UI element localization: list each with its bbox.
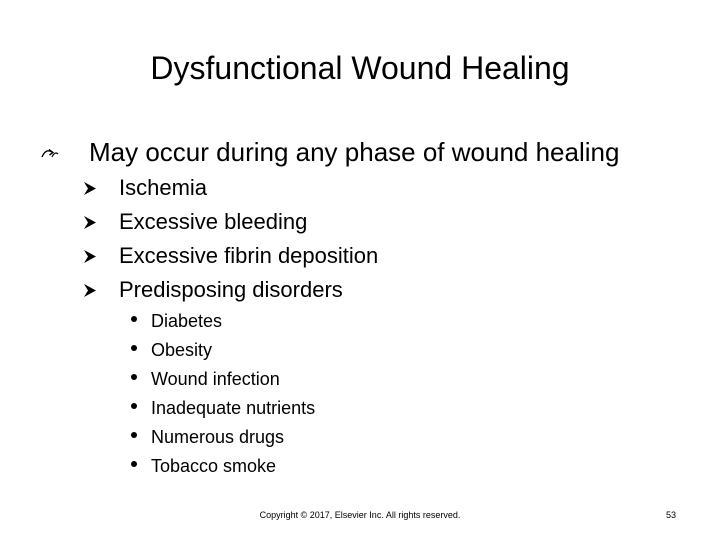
cause-item (84, 206, 604, 240)
causes-list (84, 172, 604, 308)
bullet-dot-icon (131, 316, 137, 322)
slide-title: Dysfunctional Wound Healing (150, 50, 570, 86)
page-number: 53 (665, 510, 676, 520)
arrowhead-bullet-icon (84, 250, 96, 263)
cause-item (84, 240, 604, 274)
cause-text: Excessive fibrin deposition (119, 243, 379, 268)
bullet-dot-icon (131, 461, 137, 467)
disorder-text: Diabetes (151, 311, 223, 331)
copyright-footer: Copyright © 2017, Elsevier Inc. All rights reserved. (259, 510, 461, 520)
disorder-item (131, 365, 531, 394)
disorders-list (131, 307, 531, 481)
disorder-text: Numerous drugs (151, 427, 285, 447)
disorder-text: Inadequate nutrients (151, 398, 316, 418)
disorder-item (131, 307, 531, 336)
disorder-item (131, 394, 531, 423)
bullet-dot-icon (131, 432, 137, 438)
cause-item (84, 172, 604, 206)
disorder-text: Tobacco smoke (151, 456, 277, 476)
curved-arrow-bullet-icon (40, 146, 60, 160)
cause-text: Predisposing disorders (119, 277, 343, 302)
bullet-dot-icon (131, 374, 137, 380)
cause-item (84, 274, 604, 308)
arrowhead-bullet-icon (84, 284, 96, 297)
cause-text: Excessive bleeding (119, 209, 308, 234)
arrowhead-bullet-icon (84, 182, 96, 195)
arrowhead-bullet-icon (84, 216, 96, 229)
main-bullet-text: May occur during any phase of wound healing (89, 137, 620, 167)
disorder-text: Obesity (151, 340, 213, 360)
disorder-item (131, 336, 531, 365)
disorder-item (131, 423, 531, 452)
disorder-item (131, 452, 531, 481)
bullet-dot-icon (131, 345, 137, 351)
disorder-text: Wound infection (151, 369, 280, 389)
cause-text: Ischemia (119, 175, 208, 200)
bullet-dot-icon (131, 403, 137, 409)
